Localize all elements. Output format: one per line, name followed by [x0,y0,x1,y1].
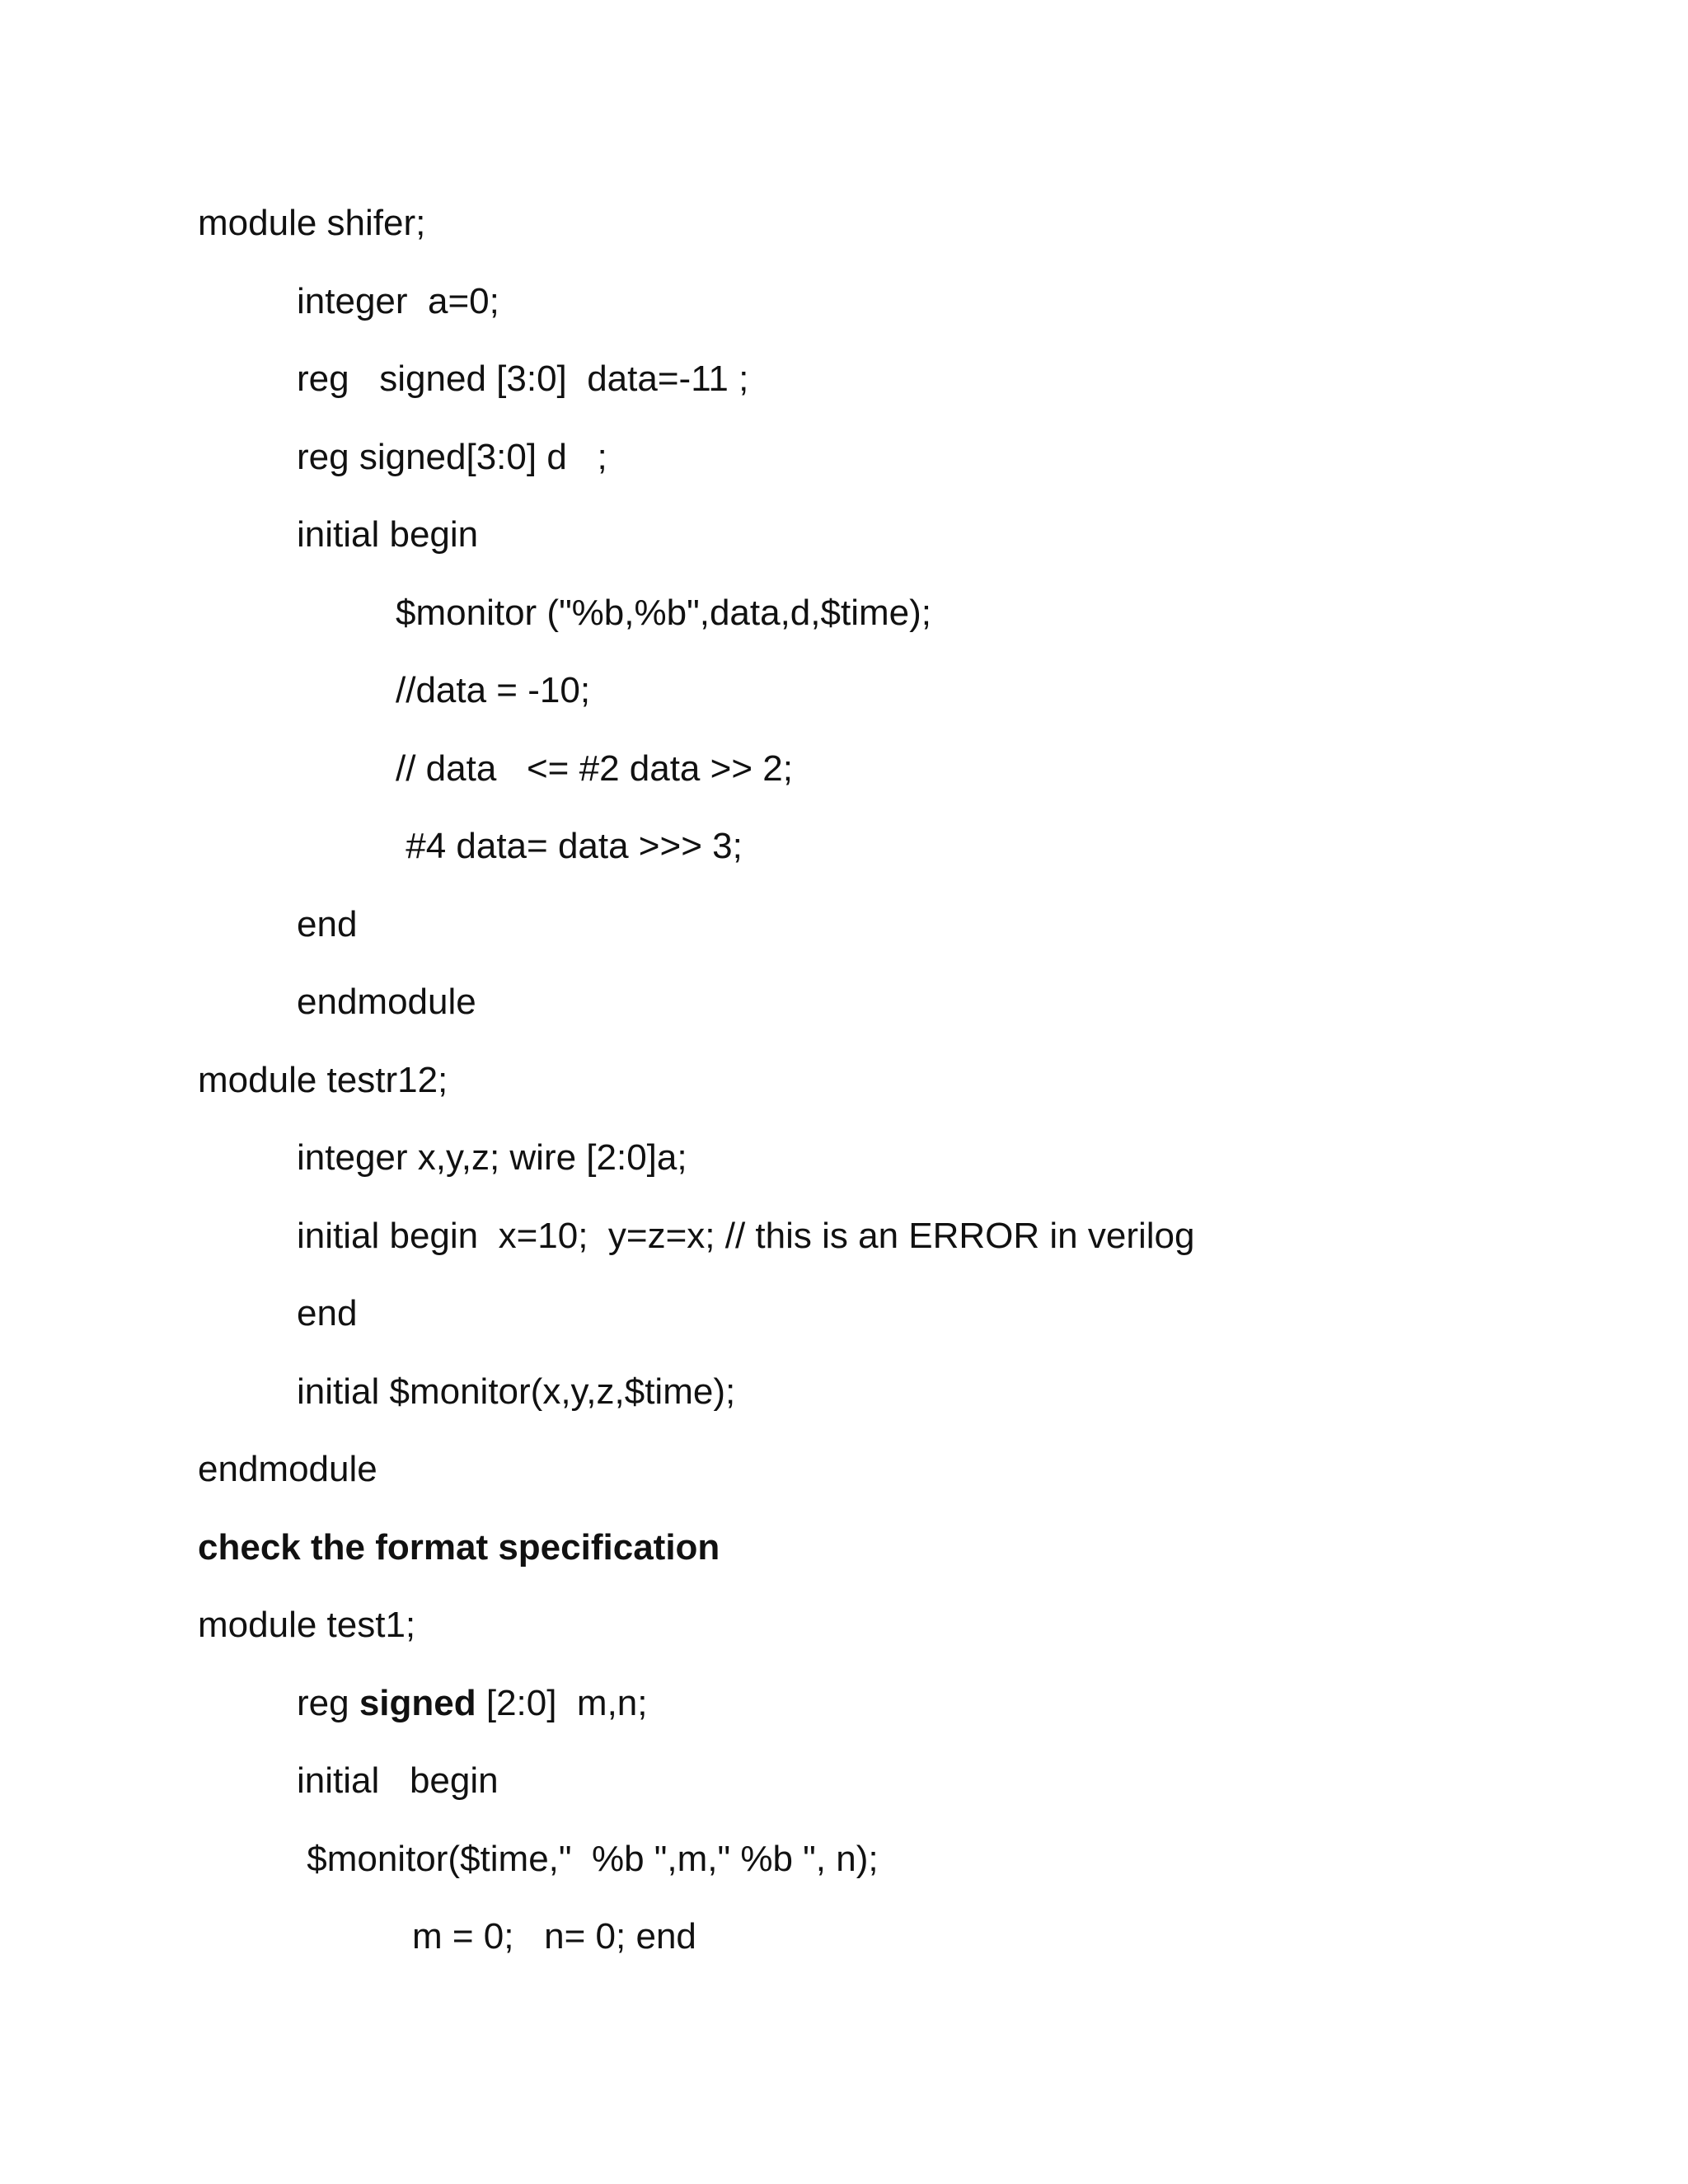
code-line: $monitor($time," %b ",m," %b ", n); [297,1839,879,1879]
section-heading: check the format specification [198,1527,720,1568]
code-text: reg [297,1683,359,1723]
code-line: module shifer; [198,203,426,243]
code-line: $monitor ("%b,%b",data,d,$time); [396,593,931,633]
code-line: module testr12; [198,1060,448,1100]
code-line [297,1680,648,1727]
code-line: reg signed [3:0] data=-11 ; [297,359,749,399]
code-text: [2:0] m,n; [476,1683,648,1723]
code-line: integer a=0; [297,281,499,321]
code-line: m = 0; n= 0; end [412,1916,696,1957]
bold-keyword: signed [359,1683,476,1723]
code-line: module test1; [198,1605,416,1645]
code-line: reg signed[3:0] d ; [297,437,607,477]
code-line: end [297,904,358,944]
code-line: initial begin [297,514,479,555]
code-line: //data = -10; [396,670,591,710]
code-line: initial $monitor(x,y,z,$time); [297,1371,736,1412]
code-line: end [297,1293,358,1333]
code-line: initial begin [297,1760,499,1801]
code-line: // data <= #2 data >> 2; [396,748,793,789]
code-line: endmodule [198,1449,377,1489]
code-line: integer x,y,z; wire [2:0]a; [297,1137,687,1178]
code-line: endmodule [297,982,476,1022]
code-line: initial begin x=10; y=z=x; // this is an ERROR in verilog [297,1216,1195,1256]
code-line: #4 data= data >>> 3; [396,826,743,866]
